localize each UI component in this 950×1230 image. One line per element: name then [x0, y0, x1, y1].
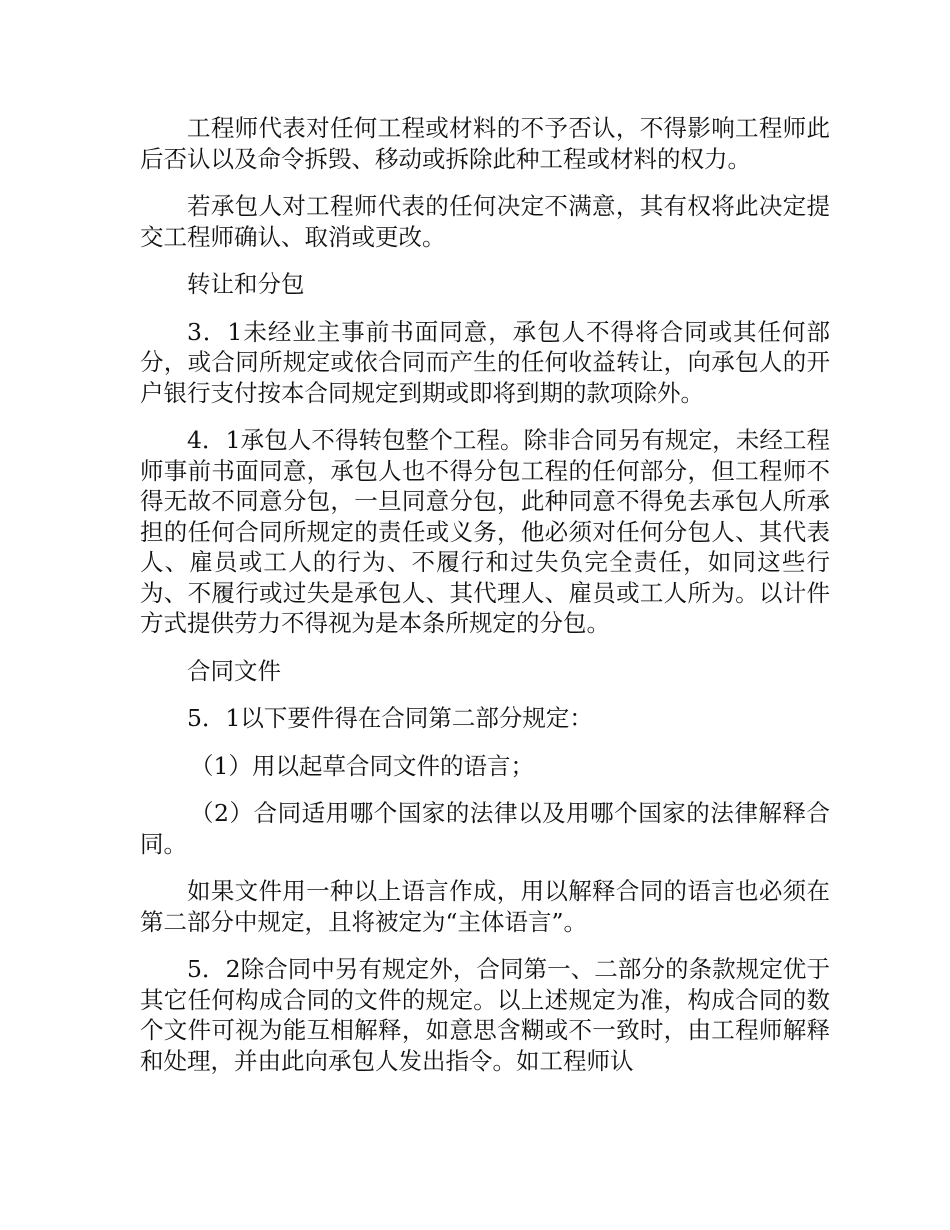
section-heading-contract-documents: 合同文件: [187, 656, 281, 685]
paragraph-ruling-language: 如果文件用一种以上语言作成，用以解释合同的语言也必须在第二部分中规定，且将被定为“主体语言”。: [140, 877, 830, 936]
clause-4-1: 4．1承包人不得转包整个工程。除非合同另有规定，未经工程师事前书面同意，承包人也不得分包工程的任何部分，但工程师不得无故不同意分包，一旦同意分包，此种同意不得免去承包人所承担的任何合同所规定的责任或义务，他必须对任何分包人、其代表人、雇员或工人的行为、不履行和过失负完全责任，如同这些行为、不履行或过失是承包人、其代理人、雇员或工人所为。以计件方式提供劳力不得视为是本条所规定的分包。: [140, 426, 830, 637]
section-heading-assignment-subcontracting: 转让和分包: [187, 270, 305, 298]
paragraph-engineer-representative-disapproval: 工程师代表对任何工程或材料的不予否认，不得影响工程师此后否认以及命令拆毁、移动或拆除此种工程或材料的权力。: [140, 114, 830, 173]
paragraph-contractor-dissatisfaction: 若承包人对工程师代表的任何决定不满意，其有权将此决定提交工程师确认、取消或更改。: [140, 192, 830, 251]
document-page: [140, 113, 830, 1093]
clause-5-1: 5．1以下要件得在合同第二部分规定：: [187, 704, 593, 732]
clause-5-2: 5．2除合同中另有规定外，合同第一、二部分的条款规定优于其它任何构成合同的文件的规定。以上述规定为准，构成合同的数个文件可视为能互相解释，如意思含糊或不一致时，由工程师解释和处理，并由此向承包人发出指令。如工程师认: [140, 955, 830, 1075]
list-item-1-language: （1）用以起草合同文件的语言；: [190, 751, 534, 780]
list-item-2-governing-law: （2）合同适用哪个国家的法律以及用哪个国家的法律解释合同。: [140, 799, 830, 858]
clause-3-1: 3．1未经业主事前书面同意，承包人不得将合同或其任何部分，或合同所规定或依合同而产生的任何收益转让，向承包人的开户银行支付按本合同规定到期或即将到期的款项除外。: [140, 317, 830, 407]
